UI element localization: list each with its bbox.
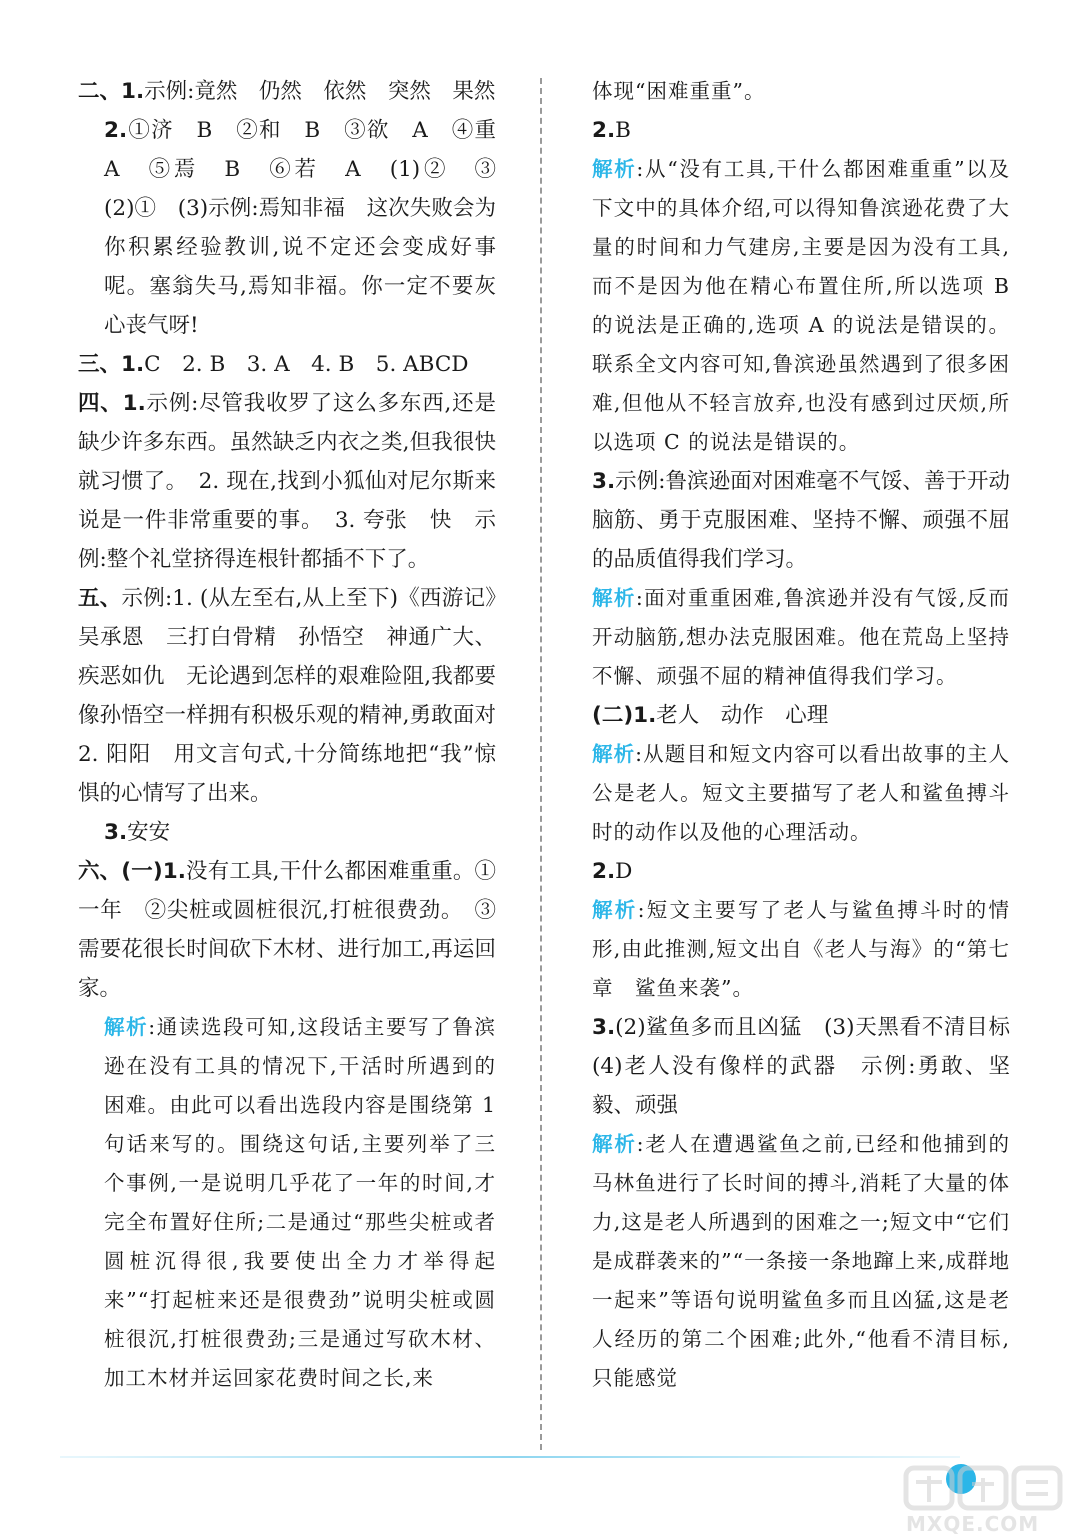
question-number: 五、 bbox=[78, 586, 122, 611]
column-divider bbox=[540, 78, 542, 1450]
paragraph-text: 示例:竟然 仍然 依然 突然 果然 bbox=[144, 79, 496, 104]
paragraph-text: :从“没有工具,干什么都困难重重”以及下文中的具体介绍,可以得知鲁滨逊花费了大量的时间和力气建房,主要是因为没有工具,而不是因为他在精心布置住所,所以选项 B 的说法是正确的,选项 A 的说法是错误的。联系全文内容可知,鲁滨逊虽然遇到了很多困难,但他从不轻言放弃,也没有感到过厌烦,所以选项 C 的说法是错误的。 bbox=[592, 157, 1011, 454]
analysis-label: 解析 bbox=[104, 1015, 149, 1039]
paragraph-text: 安安 bbox=[127, 820, 171, 845]
analysis-paragraph bbox=[592, 735, 1010, 852]
right-column bbox=[592, 72, 1032, 1398]
question-number: (二)1. bbox=[592, 703, 657, 728]
site-watermark bbox=[896, 1462, 1076, 1534]
analysis-paragraph bbox=[78, 1008, 496, 1398]
question-number: 2. bbox=[592, 859, 616, 884]
question-number: 2. bbox=[592, 118, 616, 143]
analysis-paragraph bbox=[592, 72, 1010, 111]
question-number: 3. bbox=[104, 820, 128, 845]
paragraph-text: 老人 动作 心理 bbox=[656, 703, 829, 728]
analysis-label: 解析 bbox=[592, 742, 636, 766]
answer-item bbox=[78, 579, 518, 813]
paragraph-text: 体现“困难重重”。 bbox=[592, 79, 766, 103]
paragraph-text: :老人在遭遇鲨鱼之前,已经和他捕到的马林鱼进行了长时间的搏斗,消耗了大量的体力,这是老人所遇到的困难之一;短文中“它们是成群袭来的”“一条接一条地蹿上来,成群地一起来”等语句说明鲨鱼多而且凶猛,这是老人经历的第二个困难;此外,“他看不清目标,只能感觉 bbox=[592, 1132, 1010, 1390]
paragraph-text: :通读选段可知,这段话主要写了鲁滨逊在没有工具的情况下,干活时所遇到的困难。由此可以看出选段内容是围绕第 1 句话来写的。围绕这句话,主要列举了三个事例,一是说明几乎花了一年的时间,才完全布置好住所;二是通过“那些尖桩或者圆桩沉得很,我要使出全力才举得起来”“打起桩来还是很费劲”说明尖桩或圆桩很沉,打桩很费劲;三是通过写砍木材、加工木材并运回家花费时间之长,来 bbox=[104, 1015, 496, 1390]
analysis-label: 解析 bbox=[592, 586, 636, 610]
answer-item bbox=[78, 852, 496, 1008]
watermark-logo-icon bbox=[896, 1462, 1076, 1512]
paragraph-text: ①济 B ②和 B ③欲 A ④重 A ⑤焉 B ⑥若 A (1)② ③ (2)① (3)示例:焉知非福 这次失败会为你积累经验教训,说不定还会变成好事呢。塞翁失马,焉知非福。你一定不要灰心丧气呀! bbox=[104, 118, 518, 338]
question-number: 三、1. bbox=[78, 352, 145, 377]
analysis-label: 解析 bbox=[592, 1132, 637, 1156]
answer-item bbox=[592, 696, 1010, 735]
paragraph-text: C 2. B 3. A 4. B 5. ABCD bbox=[144, 352, 469, 377]
footer-line bbox=[60, 1456, 960, 1458]
analysis-label: 解析 bbox=[592, 898, 638, 922]
analysis-paragraph bbox=[592, 891, 1010, 1008]
paragraph-text: (2)鲨鱼多而且凶猛 (3)天黑看不清目标 (4)老人没有像样的武器 示例:勇敢、坚毅、顽强 bbox=[592, 1015, 1032, 1118]
answer-item bbox=[592, 852, 1010, 891]
paragraph-text: 示例:尽管我收罗了这么多东西,还是缺少许多东西。虽然缺乏内衣之类,但我很快就习惯了。 2. 现在,找到小狐仙对尼尔斯来说是一件非常重要的事。 3. 夸张 快 示例:整个礼堂挤得连根针都插不下了。 bbox=[78, 391, 496, 572]
paragraph-text: 没有工具,干什么都困难重重。①一年 ②尖桩或圆桩很沉,打桩很费劲。 ③需要花很长时间砍下木材、进行加工,再运回家。 bbox=[78, 859, 496, 1001]
paragraph-text: 示例:1. (从左至右,从上至下)《西游记》 吴承恩 三打白骨精 孙悟空 神通广大、疾恶如仇 无论遇到怎样的艰难险阻,我都要像孙悟空一样拥有积极乐观的精神,勇敢面对 2. 阳阳 用文言句式,十分简练地把“我”惊惧的心情写了出来。 bbox=[78, 586, 518, 806]
answer-item bbox=[78, 813, 496, 852]
answer-item bbox=[78, 345, 496, 384]
question-number: 3. bbox=[592, 469, 616, 494]
answer-item bbox=[592, 1008, 1032, 1125]
question-number: 二、1. bbox=[78, 79, 145, 104]
watermark-url: MXQE.COM bbox=[906, 1512, 1040, 1536]
analysis-label: 解析 bbox=[592, 157, 637, 181]
question-number: 2. bbox=[104, 118, 128, 143]
question-number: 四、1. bbox=[78, 391, 146, 416]
question-number: 六、(一)1. bbox=[78, 859, 186, 884]
paragraph-text: :面对重重困难,鲁滨逊并没有气馁,反而开动脑筋,想办法克服困难。他在荒岛上坚持不懈、顽强不屈的精神值得我们学习。 bbox=[592, 586, 1010, 688]
question-number: 3. bbox=[592, 1015, 616, 1040]
paragraph-text: :从题目和短文内容可以看出故事的主人公是老人。短文主要描写了老人和鲨鱼搏斗时的动作以及他的心理活动。 bbox=[592, 742, 1011, 844]
paragraph-text: :短文主要写了老人与鲨鱼搏斗时的情形,由此推测,短文出自《老人与海》的“第七章 鲨鱼来袭”。 bbox=[592, 898, 1011, 1000]
answer-item bbox=[78, 72, 496, 111]
answer-item bbox=[78, 384, 496, 579]
analysis-paragraph bbox=[592, 1125, 1010, 1398]
answer-item bbox=[592, 111, 1010, 150]
answer-item bbox=[592, 462, 1010, 579]
analysis-paragraph bbox=[592, 579, 1010, 696]
left-column bbox=[78, 72, 518, 1398]
analysis-paragraph bbox=[592, 150, 1010, 462]
paragraph-text: 示例:鲁滨逊面对困难毫不气馁、善于开动脑筋、勇于克服困难、坚持不懈、顽强不屈的品质值得我们学习。 bbox=[592, 469, 1010, 572]
paragraph-text: B bbox=[615, 118, 631, 143]
paragraph-text: D bbox=[615, 859, 633, 884]
answer-item bbox=[78, 111, 518, 345]
